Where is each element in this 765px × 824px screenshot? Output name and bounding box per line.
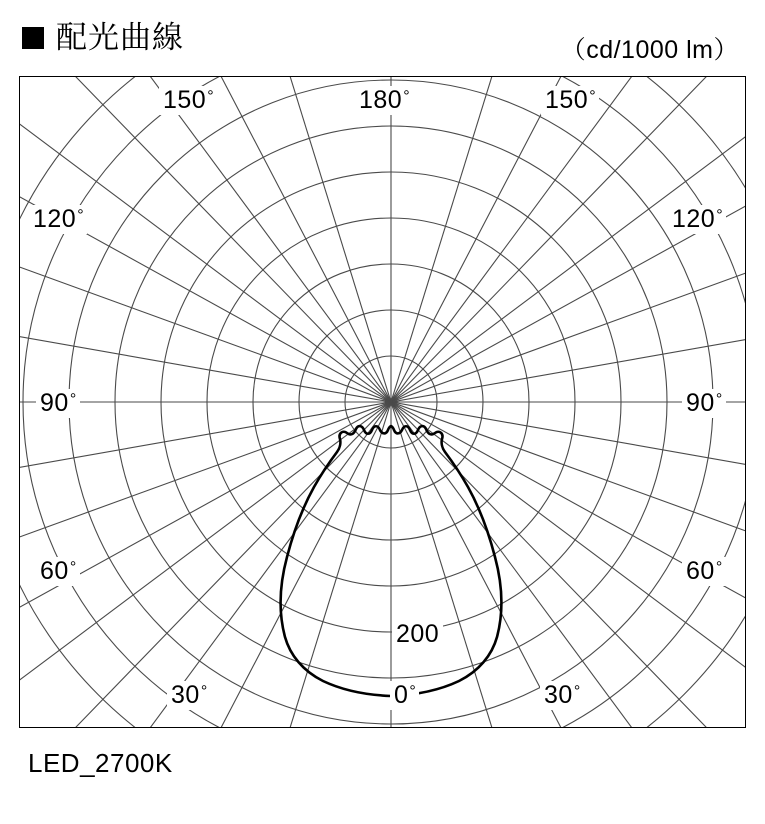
angle-label-0-bottom: 0° <box>390 681 419 710</box>
chart-header <box>0 8 765 70</box>
angle-label-120-upper-left: 120° <box>29 205 87 234</box>
angle-label-120-upper-right: 120° <box>668 205 726 234</box>
polar-chart <box>19 76 746 728</box>
radial-tick-label-200: 200 <box>392 620 443 649</box>
angle-label-60-lower-right: 60° <box>682 557 726 586</box>
chart-grid <box>20 77 746 728</box>
polar-chart-svg <box>20 77 746 728</box>
unit-label: （cd/1000 lm） <box>560 36 739 64</box>
source-label: LED_2700K <box>28 748 173 778</box>
angle-label-150-top-left: 150° <box>159 86 217 115</box>
angle-label-90-left: 90° <box>36 389 80 418</box>
angle-label-30-bottom-right: 30° <box>540 681 584 710</box>
filled-square-icon <box>22 27 44 49</box>
angular-gridlines <box>20 77 746 728</box>
page-title: 配光曲線 <box>56 20 184 55</box>
angle-label-90-right: 90° <box>682 389 726 418</box>
title-group <box>22 22 184 54</box>
angle-label-150-top-right: 150° <box>541 86 599 115</box>
angle-label-30-bottom-left: 30° <box>167 681 211 710</box>
angle-label-60-lower-left: 60° <box>36 557 80 586</box>
angle-label-180-top: 180° <box>355 86 413 115</box>
